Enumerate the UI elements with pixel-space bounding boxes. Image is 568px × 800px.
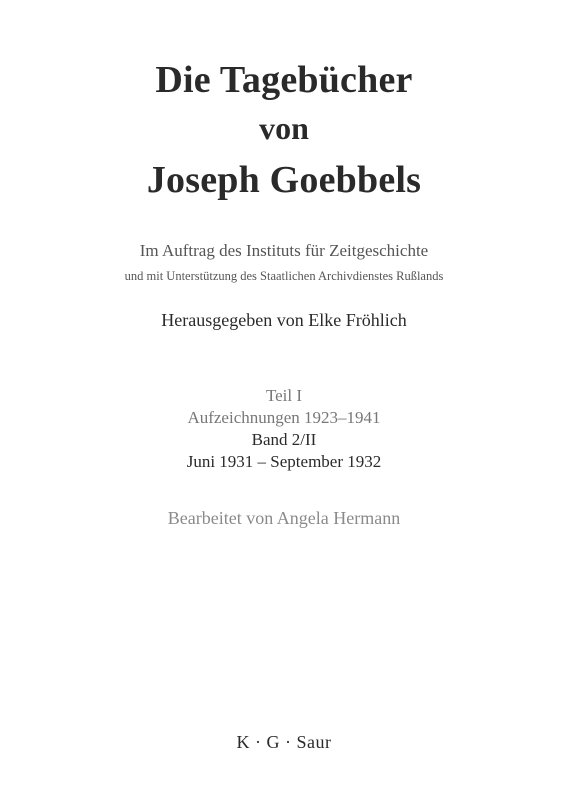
volume-records: Aufzeichnungen 1923–1941 xyxy=(187,408,381,427)
volume-period: Juni 1931 – September 1932 xyxy=(186,452,382,471)
volume-part: Teil I xyxy=(265,386,303,405)
book-title-line-3: Joseph Goebbels xyxy=(146,159,422,201)
book-title-line-1: Die Tagebücher xyxy=(155,59,413,101)
adapted-by: Bearbeitet von Angela Hermann xyxy=(167,508,401,528)
book-title-line-2: von xyxy=(259,110,309,146)
commission-line-2: und mit Unterstützung des Staatlichen Archivdienstes Rußlands xyxy=(124,269,444,283)
volume-band: Band 2/II xyxy=(251,430,317,449)
commission-line-1: Im Auftrag des Instituts für Zeitgeschichte xyxy=(139,241,429,260)
publisher-name: K · G · Saur xyxy=(236,732,332,752)
editor-credit: Herausgegeben von Elke Fröhlich xyxy=(161,310,407,330)
